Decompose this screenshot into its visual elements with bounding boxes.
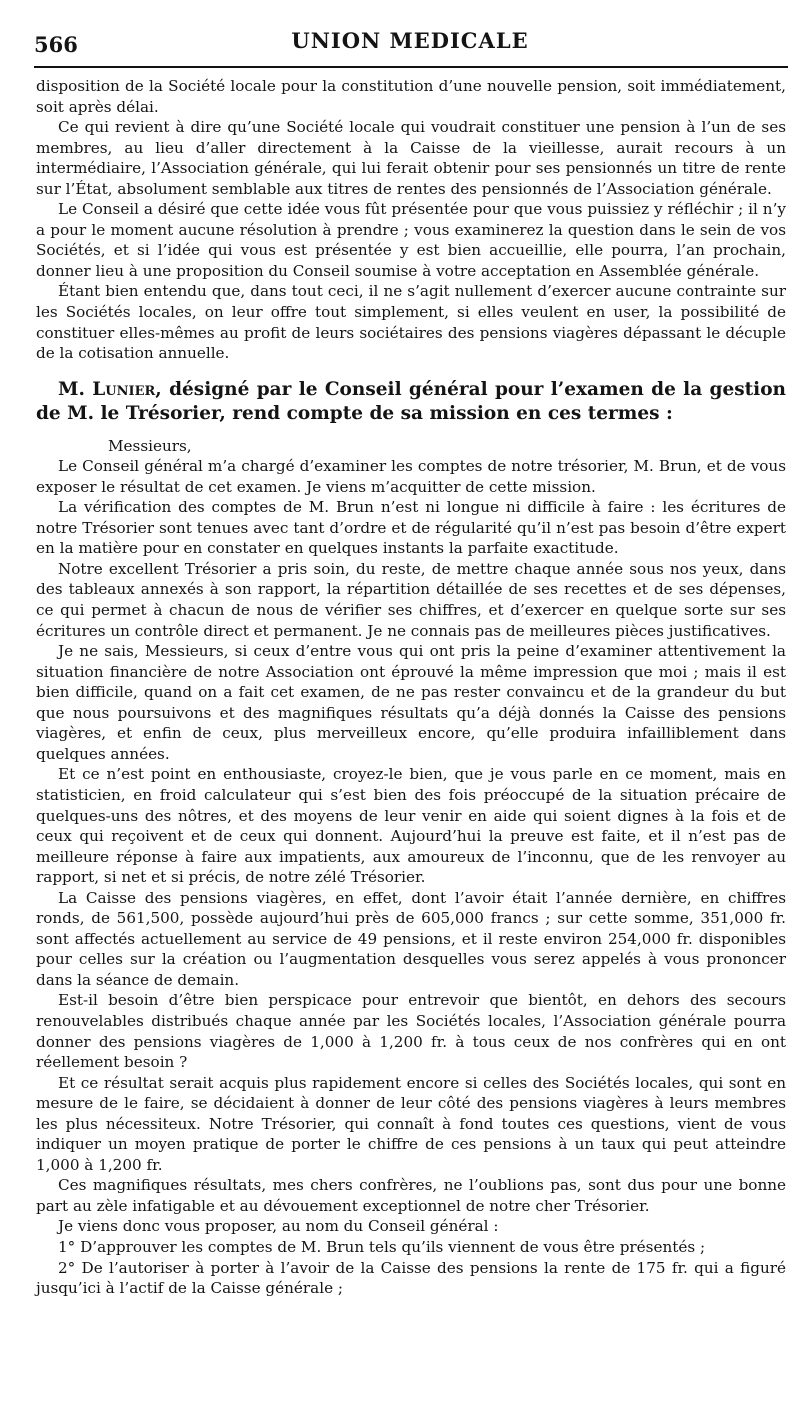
- report-paragraph: La Caisse des pensions viagères, en effet, dont l’avoir était l’année dernière, en chiffres ronds, de 561,500, possède aujourd’hui près de 605,000 francs ; sur cette somme, 351,000 fr. sont affectés actuellement au service de 49 pensions, et il reste environ 254,000 fr. disponibles pour celles sur la création ou l’augmentation desquelles vous serez appelés à vous prononcer dans la séance de demain.: [36, 888, 786, 989]
- lunier-name: Lunier: [92, 378, 156, 400]
- paragraph: Étant bien entendu que, dans tout ceci, il ne s’agit nullement d’exercer aucune contrainte sur les Sociétés locales, on leur offre tout simplement, si elles veulent en user, la possibilité de constituer elles-mêmes au profit de leurs sociétaires des pensions viagères dépassant le décuple de la cotisation annuelle.: [36, 282, 786, 363]
- report-paragraph: Et ce résultat serait acquis plus rapidement encore si celles des Sociétés locales, qui sont en mesure de le faire, se décidaient à donner de leur côté des pensions viagères à leurs membres les plus nécessiteux. Notre Trésorier, qui connaît à fond toutes ces questions, vient de vous indiquer un moyen pratique de porter le chiffre de ces pensions à un taux qui peut atteindre 1,000 à 1,200 fr.: [36, 1073, 786, 1174]
- lunier-intro: [36, 378, 786, 426]
- paragraph: disposition de la Société locale pour la constitution d’une nouvelle pension, soit immédiatement, soit après délai.: [36, 77, 786, 116]
- report-paragraph: La vérification des comptes de M. Brun n’est ni longue ni difficile à faire : les écritures de notre Trésorier sont tenues avec tant d’ordre et de régularité qu’il n’est pas besoin d’être expert en la matière pour en constater en quelques instants la parfaite exactitude.: [36, 498, 786, 558]
- report-paragraph: Le Conseil général m’a chargé d’examiner les comptes de notre trésorier, M. Brun, et de vous exposer le résultat de cet examen. Je viens m’acquitter de cette mission.: [36, 457, 786, 496]
- report-paragraph: 1° D’approuver les comptes de M. Brun tels qu’ils viennent de vous être présentés ;: [58, 1237, 706, 1256]
- paragraph: Le Conseil a désiré que cette idée vous fût présentée pour que vous puissiez y réfléchir ; il n’y a pour le moment aucune résolution à prendre ; vous examinerez la question dans le sein de vos Sociétés, et si l’idée qui vous est présentée y est bien accueillie, elle pourra, l’an prochain, donner lieu à une proposition du Conseil soumise à votre acceptation en Assemblée générale.: [36, 200, 786, 280]
- salutation: Messieurs,: [108, 436, 192, 455]
- report-paragraph: 2° De l’autoriser à porter à l’avoir de la Caisse des pensions la rente de 175 fr. qui a figuré jusqu’ici à l’actif de la Caisse générale ;: [36, 1258, 786, 1298]
- body-text: [36, 76, 786, 1299]
- lunier-text: , désigné par le Conseil général pour l’examen de la gestion de M. le Trésorier, rend compte de sa mission en ces termes :: [36, 378, 786, 424]
- report-paragraph: Est-il besoin d’être bien perspicace pour entrevoir que bientôt, en dehors des secours renouvelables distribués chaque année par les Sociétés locales, l’Association générale pourra donner des pensions viagères de 1,000 à 1,200 fr. à tous ceux de nos confrères qui en ont réellement besoin ?: [36, 991, 786, 1072]
- page-number: 566: [34, 32, 78, 57]
- report-paragraph: Je viens donc vous proposer, au nom du Conseil général :: [58, 1217, 499, 1236]
- paragraph: Ce qui revient à dire qu’une Société locale qui voudrait constituer une pension à l’un de ses membres, au lieu d’aller directement à la Caisse de la vieillesse, aurait recours à un intermédiaire, l’Association générale, qui lui ferait obtenir pour ses pensionnés un titre de rente sur l’État, absolument semblable aux titres de rentes des pensionnés de l’Association générale.: [36, 118, 786, 198]
- journal-title: UNION MEDICALE: [291, 28, 529, 53]
- report-paragraph: Et ce n’est point en enthousiaste, croyez-le bien, que je vous parle en ce moment, mais en statisticien, en froid calculateur qui s’est bien des fois préoccupé de la situation précaire de quelques-uns des nôtres, et des moyens de leur venir en aide qui soient dignes à la fois et de ceux qui reçoivent et de ceux qui donnent. Aujourd’hui la preuve est faite, et il n’est pas de meilleure réponse à faire aux impatients, aux amoureux de l’inconnu, que de les renvoyer au rapport, si net et si précis, de notre zélé Trésorier.: [36, 765, 786, 887]
- report-paragraph: Ces magnifiques résultats, mes chers confrères, ne l’oublions pas, sont dus pour une bonne part au zèle infatigable et au dévouement exceptionnel de notre cher Trésorier.: [36, 1176, 786, 1215]
- report-paragraph: Notre excellent Trésorier a pris soin, du reste, de mettre chaque année sous nos yeux, dans des tableaux annexés à son rapport, la répartition détaillée de ses recettes et de ses dépenses, ce qui permet à chacun de nous de vérifier ses chiffres, et d’exercer en quelque sorte sur ses écritures un contrôle direct et permanent. Je ne connais pas de meilleures pièces justificatives.: [36, 559, 786, 640]
- lunier-prefix: M.: [58, 378, 93, 400]
- report-paragraph: Je ne sais, Messieurs, si ceux d’entre vous qui ont pris la peine d’examiner attentivement la situation financière de notre Association ont éprouvé la même impression que moi ; mais il est bien difficile, quand on a fait cet examen, de ne pas rester convaincu et de la grandeur du but que nous poursuivons et des magnifiques résultats qu’a déjà donnés la Caisse des pensions viagères, et enfin de ceux, plus merveilleux encore, qu’elle produira infailliblement dans quelques années.: [36, 642, 786, 763]
- header-rule: [34, 66, 788, 68]
- page-header: [34, 26, 786, 66]
